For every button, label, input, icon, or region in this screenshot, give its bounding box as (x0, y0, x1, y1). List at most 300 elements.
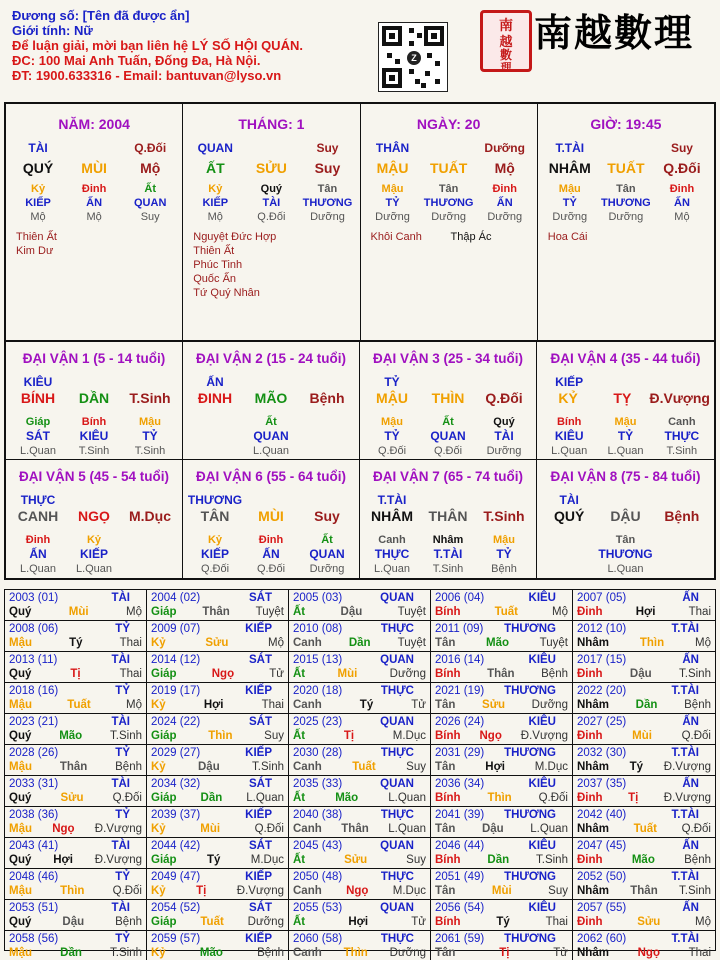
year-age: 2012 (10) (577, 623, 627, 635)
dai-van-hidden-ten-gods (541, 426, 710, 441)
year-age: 2050 (48) (293, 871, 343, 883)
year-growth-stage: Bệnh (684, 854, 711, 866)
dai-van-hidden-ten-gods-cell: QUAN (253, 429, 289, 443)
luu-nien-cell (431, 621, 573, 652)
year-branch: Hợi (635, 606, 656, 618)
luu-nien-top-row (293, 591, 426, 605)
luu-nien-cell (5, 683, 147, 714)
year-branch: Hợi (348, 916, 369, 928)
contact-line: Để luận giải, mời bạn liên hệ LÝ SỐ HỘI QUÁN. (12, 38, 303, 53)
year-growth-stage: Thai (688, 606, 711, 618)
year-ten-god: QUAN (380, 592, 414, 604)
year-growth-stage: Q.Đối (112, 792, 142, 804)
dai-van-hidden-ten-gods-cell: TỶ (617, 429, 634, 443)
year-age: 2059 (57) (151, 933, 201, 945)
year-stem: Bính (435, 854, 461, 866)
year-branch: Tý (359, 699, 374, 711)
year-growth-stage: Suy (406, 854, 426, 866)
year-ten-god: T.TÀI (671, 933, 699, 945)
dai-van-growth-stages (364, 441, 532, 455)
year-branch: Ngọ (52, 823, 75, 835)
pillar-stem-branch (10, 158, 178, 178)
luu-nien-top-row (435, 684, 568, 698)
dai-van-ten-god-top-cell: THƯƠNG (187, 493, 243, 507)
brand-title: 南越數理 (534, 10, 695, 55)
year-branch: Thìn (60, 885, 85, 897)
pillar-hidden-stems-cell: Tân (317, 183, 338, 195)
pillar-hidden-ten-gods (10, 196, 178, 210)
year-branch: Mùi (68, 606, 89, 618)
year-age: 2007 (05) (577, 592, 627, 604)
dai-van-stem-branch (364, 388, 532, 412)
year-ten-god: THỰC (380, 933, 414, 945)
luu-nien-bottom-row (151, 729, 284, 743)
pillar-hidden-stems-cell: Kỷ (31, 183, 46, 195)
luu-nien-cell (573, 838, 715, 869)
star-name: Thiên Ất (193, 245, 235, 257)
dai-van-stem-branch-cell: MÃO (254, 390, 288, 406)
dai-van-stem-branch (187, 506, 355, 530)
year-growth-stage: Đ.Vượng (94, 854, 142, 866)
pillar-growth-stages (365, 210, 533, 224)
pillar-ten-god-top-cell (243, 138, 299, 158)
year-stem: Nhâm (577, 885, 609, 897)
pillar-hidden-ten-gods-cell: THƯƠNG (601, 197, 651, 209)
pillar-hidden-ten-gods-cell: QUAN (134, 197, 167, 209)
year-branch: Sửu (637, 916, 661, 928)
dai-van-hidden-ten-gods-cell: QUAN (309, 547, 345, 561)
year-branch: Thìn (343, 947, 368, 959)
star-name: Kim Dư (16, 245, 54, 257)
luu-nien-cell (289, 931, 431, 960)
luu-nien-cell (5, 776, 147, 807)
luu-nien-bottom-row (577, 791, 711, 805)
luu-nien-bottom-row (577, 822, 711, 836)
star-name: Thập Ác (450, 231, 492, 243)
owner-line: Đương số: [Tên đã được ẩn] (12, 8, 190, 23)
luu-nien-bottom-row (577, 698, 711, 712)
dai-van-stem-branch-cell: TỴ (613, 390, 632, 406)
dai-van-hidden-stems (187, 412, 355, 426)
luu-nien-top-row (435, 932, 568, 946)
dai-van-growth-stages-cell: L.Quan (551, 445, 588, 457)
year-ten-god: TÀI (111, 592, 130, 604)
year-age: 2027 (25) (577, 716, 627, 728)
dai-van-title: ĐẠI VẬN 7 (65 - 74 tuổi) (372, 469, 524, 484)
dai-van-stem-branch-cell: THÂN (428, 508, 468, 524)
year-growth-stage: L.Quan (246, 792, 284, 804)
luu-nien-bottom-row (151, 636, 284, 650)
year-stem: Nhâm (577, 947, 609, 959)
luu-nien-bottom-row (577, 667, 711, 681)
year-branch: Thân (202, 606, 230, 618)
luu-nien-bottom-row (293, 915, 426, 929)
luu-nien-bottom-row (9, 791, 142, 805)
year-ten-god: KIẾP (245, 685, 272, 697)
luu-nien-bottom-row (293, 729, 426, 743)
year-branch: Sửu (60, 792, 84, 804)
pillar-growth-stages-cell: Q.Đối (257, 211, 286, 223)
dai-van-growth-stages-cell: L.Quan (19, 445, 57, 457)
year-growth-stage: Suy (548, 885, 568, 897)
luu-nien-top-row (435, 839, 568, 853)
luu-nien-bottom-row (9, 729, 142, 743)
dai-van-growth-stages-cell: L.Quan (252, 445, 290, 457)
year-growth-stage: Dưỡng (389, 668, 426, 680)
dai-van-hidden-stems-cell: Ất (321, 534, 333, 546)
year-growth-stage: Mộ (126, 606, 142, 618)
luu-nien-cell (289, 683, 431, 714)
year-age: 2044 (42) (151, 840, 201, 852)
year-branch: Mùi (632, 730, 652, 742)
pillar-hidden-stems-cell: Ất (144, 183, 156, 195)
dai-van-hidden-stems (10, 530, 178, 544)
dai-van-hidden-ten-gods-cell: KIẾP (79, 547, 108, 561)
pillar-ten-god-top-cell: T.TÀI (555, 141, 585, 155)
year-growth-stage: Bệnh (541, 668, 568, 680)
dai-van-stem-branch-cell: ĐINH (197, 390, 233, 406)
pillar-stem-branch (365, 158, 533, 178)
dai-van-cell (360, 342, 537, 460)
dai-van-hidden-ten-gods-cell: TỶ (496, 547, 512, 561)
pillar-growth-stages-cell: Dưỡng (552, 211, 588, 223)
year-ten-god: QUAN (380, 654, 414, 666)
pillar-hidden-stems-cell: Đinh (669, 183, 695, 195)
year-branch: Tuất (352, 761, 376, 773)
year-growth-stage: Dưỡng (247, 916, 284, 928)
dai-van-hidden-stems (10, 412, 178, 426)
year-age: 2037 (35) (577, 778, 627, 790)
pillar-growth-stages-cell: Mộ (674, 211, 690, 223)
pillar-stars (193, 230, 276, 300)
dai-van-growth-stages (364, 559, 532, 573)
luu-nien-bottom-row (293, 884, 426, 898)
pillar-stem-branch-cell: QUÝ (22, 160, 54, 176)
dai-van-ten-god-top-cell: TỶ (384, 375, 400, 389)
luu-nien-cell (573, 745, 715, 776)
pillar-hidden-stems-cell: Kỷ (208, 183, 223, 195)
dai-van-hidden-ten-gods-cell: THỰC (664, 429, 700, 443)
dai-van-hidden-stems-cell: Mậu (381, 416, 403, 428)
luu-nien-cell (573, 714, 715, 745)
dai-van-cell (537, 460, 714, 578)
dai-van-hidden-stems-cell: Kỷ (86, 534, 102, 546)
year-ten-god: THỰC (380, 685, 414, 697)
year-age: 2036 (34) (435, 778, 485, 790)
luu-nien-top-row (435, 746, 568, 760)
year-ten-god: T.TÀI (671, 809, 699, 821)
luu-nien-bottom-row (9, 822, 142, 836)
luu-nien-bottom-row (151, 791, 284, 805)
year-age: 2026 (24) (435, 716, 485, 728)
luu-nien-top-row (9, 684, 142, 698)
dai-van-hidden-ten-gods-cell: KIÊU (79, 429, 109, 443)
year-ten-god: SÁT (249, 778, 272, 790)
dai-van-growth-stages (10, 441, 178, 455)
pillar-column (538, 104, 714, 340)
dai-van-hidden-stems-cell: Ất (442, 416, 454, 428)
luu-nien-bottom-row (293, 667, 426, 681)
pillar-title: GIỜ: 19:45 (590, 116, 662, 132)
dai-van-growth-stages-cell: T.Sinh (78, 445, 110, 457)
dai-van-stem-branch (364, 506, 532, 530)
luu-nien-bottom-row (293, 822, 426, 836)
year-ten-god: THƯƠNG (504, 747, 556, 759)
year-branch: Mão (335, 792, 359, 804)
year-stem: Quý (9, 730, 32, 742)
luu-nien-top-row (293, 715, 426, 729)
year-growth-stage: Thai (688, 947, 711, 959)
luu-nien-bottom-row (293, 760, 426, 774)
year-age: 2023 (21) (9, 716, 59, 728)
dai-van-stem-branch-cell: QUÝ (553, 508, 585, 524)
luu-nien-top-row (293, 746, 426, 760)
luu-nien-top-row (9, 715, 142, 729)
luu-nien-top-row (577, 684, 711, 698)
luu-nien-top-row (9, 591, 142, 605)
luu-nien-top-row (577, 839, 711, 853)
luu-nien-cell (5, 869, 147, 900)
dai-van-growth-stages-cell (299, 441, 355, 461)
year-age: 2020 (18) (293, 685, 343, 697)
year-age: 2048 (46) (9, 871, 59, 883)
pillar-stem-branch-cell: Q.Đối (663, 160, 701, 176)
dai-van-title: ĐẠI VẬN 8 (75 - 84 tuổi) (550, 469, 701, 484)
luu-nien-cell (431, 776, 573, 807)
dai-van-hidden-ten-gods (364, 544, 532, 559)
dai-van-hidden-ten-gods-cell: KIÊU (554, 429, 584, 443)
luu-nien-cell (573, 807, 715, 838)
year-stem: Đinh (577, 606, 603, 618)
dai-van-hidden-stems-cell: Đinh (258, 534, 284, 546)
pillar-hidden-stems-cell: Quý (260, 183, 283, 195)
pillar-hidden-ten-gods-cell: ẤN (496, 197, 513, 209)
pillar-hidden-stems-cell: Mậu (558, 183, 581, 195)
dai-van-hidden-stems-cell: Quý (493, 416, 515, 428)
year-age: 2039 (37) (151, 809, 201, 821)
dai-van-growth-stages (541, 559, 710, 573)
dai-van-stem-branch-cell: Đ.Vượng (649, 390, 710, 406)
dai-van-stem-branch-cell: MÙI (258, 508, 284, 524)
pillar-growth-stages-cell: Dưỡng (375, 211, 410, 223)
dai-van-hidden-stems-cell: Bính (81, 416, 107, 428)
pillar-title: THÁNG: 1 (238, 116, 305, 132)
dai-van-title: ĐẠI VẬN 3 (25 - 34 tuổi) (372, 351, 524, 366)
dai-van-stem-branch-cell: THÌN (431, 390, 465, 406)
luu-nien-bottom-row (577, 853, 711, 867)
year-age: 2032 (30) (577, 747, 627, 759)
luu-nien-top-row (435, 901, 568, 915)
year-stem: Bính (435, 606, 461, 618)
year-growth-stage: Tử (411, 916, 426, 928)
year-age: 2013 (11) (9, 654, 58, 666)
year-growth-stage: Bệnh (115, 916, 142, 928)
year-branch: Dậu (198, 761, 220, 773)
luu-nien-top-row (9, 932, 142, 946)
year-age: 2010 (08) (293, 623, 343, 635)
dai-van-ten-god-top (187, 490, 355, 506)
luu-nien-top-row (435, 622, 568, 636)
pillar-growth-stages-cell: Dưỡng (487, 211, 523, 223)
luu-nien-bottom-row (151, 853, 284, 867)
dai-van-hidden-ten-gods-cell: THỰC (374, 547, 410, 561)
year-growth-stage: M.Dục (392, 885, 426, 897)
year-growth-stage: Q.Đối (538, 792, 568, 804)
luu-nien-top-row (577, 622, 711, 636)
year-stem: Quý (9, 916, 32, 928)
year-ten-god: QUAN (380, 902, 414, 914)
luu-nien-top-row (577, 653, 711, 667)
year-growth-stage: T.Sinh (252, 761, 284, 773)
year-stem: Mậu (9, 637, 32, 649)
dai-van-growth-stages-cell (541, 559, 597, 579)
luu-nien-bottom-row (293, 636, 426, 650)
luu-nien-top-row (577, 932, 711, 946)
year-age: 2054 (52) (151, 902, 201, 914)
year-age: 2058 (56) (9, 933, 59, 945)
year-growth-stage: Tử (553, 947, 568, 959)
year-age: 2046 (44) (435, 840, 485, 852)
year-age: 2006 (04) (435, 592, 485, 604)
luu-nien-bottom-row (435, 605, 568, 619)
luu-nien-top-row (293, 653, 426, 667)
luu-nien-bottom-row (577, 884, 711, 898)
year-branch: Mùi (491, 885, 512, 897)
dai-van-hidden-ten-gods-cell: ẤN (262, 547, 280, 561)
year-stem: Quý (9, 606, 32, 618)
luu-nien-top-row (435, 591, 568, 605)
year-growth-stage: Thai (261, 699, 284, 711)
luu-nien-top-row (293, 901, 426, 915)
pillar-stem-branch-cell: TUẤT (429, 160, 468, 176)
year-branch: Mão (486, 637, 510, 649)
pillar-hidden-stems (187, 182, 355, 196)
luu-nien-cell (147, 776, 289, 807)
dai-van-cell (183, 342, 360, 460)
natal-pillars-table (4, 102, 716, 342)
luu-nien-top-row (577, 746, 711, 760)
luu-nien-top-row (293, 932, 426, 946)
year-age: 2033 (31) (9, 778, 59, 790)
luu-nien-cell (431, 900, 573, 931)
year-ten-god: KIÊU (528, 840, 556, 852)
pillar-stem-branch (187, 158, 355, 178)
luu-nien-cell (5, 807, 147, 838)
luu-nien-bottom-row (293, 605, 426, 619)
dai-van-ten-god-top-cell: T.TÀI (377, 493, 407, 507)
luu-nien-cell (147, 683, 289, 714)
luu-nien-cell (147, 590, 289, 621)
year-branch: Mão (631, 854, 655, 866)
luu-nien-bottom-row (577, 636, 711, 650)
year-stem: Mậu (9, 823, 32, 835)
year-branch: Mão (199, 947, 223, 959)
luu-nien-cell (289, 776, 431, 807)
dai-van-hidden-stems (541, 530, 710, 544)
luu-nien-bottom-row (435, 946, 568, 960)
year-stem: Đinh (577, 854, 603, 866)
pillar-ten-god-top-cell: Suy (316, 141, 339, 155)
dai-van-growth-stages (187, 559, 355, 573)
year-branch: Ngọ (211, 668, 235, 680)
year-age: 2009 (07) (151, 623, 201, 635)
year-stem: Đinh (577, 792, 603, 804)
dai-van-hidden-stems-cell: Ất (265, 416, 277, 428)
dai-van-growth-stages-cell: L.Quan (607, 563, 644, 575)
year-age: 2052 (50) (577, 871, 627, 883)
luu-nien-cell (431, 714, 573, 745)
pillar-column (183, 104, 360, 340)
luu-nien-bottom-row (435, 760, 568, 774)
year-ten-god: THƯƠNG (504, 623, 556, 635)
pillar-hidden-ten-gods-cell: THƯƠNG (423, 197, 474, 209)
dai-van-title: ĐẠI VẬN 6 (55 - 64 tuổi) (195, 469, 347, 484)
year-ten-god: THỰC (380, 747, 414, 759)
dai-van-stem-branch-cell: Suy (314, 508, 340, 524)
dai-van-hidden-stems (364, 412, 532, 426)
year-ten-god: QUAN (380, 778, 414, 790)
pillar-stem-branch-cell: NHÂM (548, 160, 591, 176)
pillar-growth-stages-cell: Mộ (207, 211, 223, 223)
year-ten-god: TÀI (111, 654, 130, 666)
year-growth-stage: Tử (411, 699, 426, 711)
dai-van-hidden-ten-gods (541, 544, 710, 559)
year-growth-stage: Mộ (552, 606, 568, 618)
luu-nien-bottom-row (9, 698, 142, 712)
pillar-hidden-ten-gods (187, 196, 355, 210)
year-age: 2041 (39) (435, 809, 485, 821)
pillar-hidden-ten-gods-cell: TÀI (262, 197, 281, 209)
year-stem: Quý (9, 854, 32, 866)
year-ten-god: ẤN (682, 654, 699, 666)
year-stem: Ất (293, 730, 306, 742)
luu-nien-top-row (151, 622, 284, 636)
pillar-hidden-stems-cell: Tân (438, 183, 459, 195)
luu-nien-cell (431, 838, 573, 869)
year-branch: Thìn (208, 730, 233, 742)
year-branch: Sửu (344, 854, 368, 866)
luu-nien-cell (573, 683, 715, 714)
year-stem: Tân (435, 761, 456, 773)
pillar-hidden-ten-gods-cell: ẤN (86, 197, 103, 209)
year-branch: Hợi (203, 699, 224, 711)
pillar-ten-god-top (10, 138, 178, 158)
dai-van-hidden-ten-gods-cell: TỶ (384, 429, 400, 443)
year-branch: Tị (343, 730, 355, 742)
year-age: 2060 (58) (293, 933, 343, 945)
luu-nien-table (4, 589, 716, 959)
year-growth-stage: Tuyệt (397, 606, 426, 618)
year-stem: Giáp (151, 668, 177, 680)
year-ten-god: THƯƠNG (504, 809, 556, 821)
dai-van-hidden-ten-gods (10, 544, 178, 559)
year-age: 2018 (16) (9, 685, 59, 697)
year-stem: Quý (9, 792, 32, 804)
dai-van-hidden-ten-gods-cell: QUAN (430, 429, 466, 443)
dai-van-hidden-stems-cell: Nhâm (432, 534, 464, 546)
luu-nien-bottom-row (435, 698, 568, 712)
year-stem: Mậu (9, 761, 32, 773)
luu-nien-top-row (9, 777, 142, 791)
dai-van-ten-god-top (187, 372, 355, 388)
dai-van-ten-god-top (541, 490, 710, 506)
pillar-column (6, 104, 183, 340)
luu-nien-bottom-row (435, 884, 568, 898)
year-stem: Tân (435, 699, 456, 711)
year-growth-stage: M.Dục (250, 854, 284, 866)
year-stem: Tân (435, 947, 456, 959)
year-branch: Dậu (62, 916, 85, 928)
